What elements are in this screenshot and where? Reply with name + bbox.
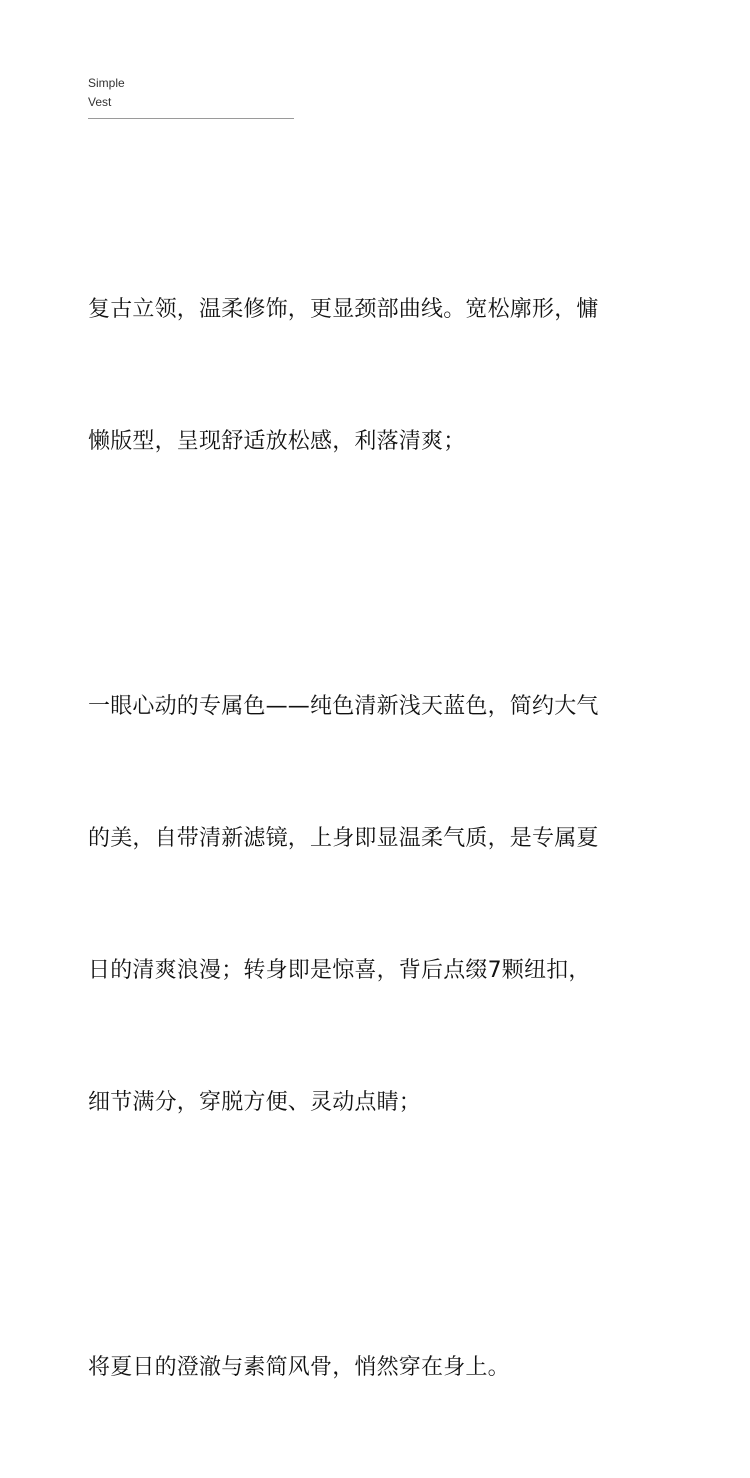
paragraph-3 xyxy=(88,1258,688,1478)
tag-line-2: Vest xyxy=(88,95,112,109)
text-line: 的美，自带清新滤镜，上身即显温柔气质，是专属夏 xyxy=(88,826,599,851)
paragraph-1 xyxy=(88,200,688,552)
divider xyxy=(88,118,294,119)
text-line: 日的清爽浪漫；转身即是惊喜，背后点缀7颗纽扣， xyxy=(88,958,591,983)
text-line: 懒版型，呈现舒适放松感，利落清爽； xyxy=(88,429,466,454)
text-line: 将夏日的澄澈与素简风骨，悄然穿在身上。 xyxy=(88,1355,510,1380)
text-line: 复古立领，温柔修饰，更显颈部曲线。宽松廓形，慵 xyxy=(88,297,599,322)
product-tag xyxy=(88,74,125,112)
description xyxy=(88,200,688,1478)
text-line: 一眼心动的专属色——纯色清新浅天蓝色，简约大气 xyxy=(88,694,599,719)
text-line: 细节满分，穿脱方便、灵动点睛； xyxy=(88,1090,422,1115)
paragraph-2 xyxy=(88,597,688,1213)
tag-line-1: Simple xyxy=(88,76,125,90)
